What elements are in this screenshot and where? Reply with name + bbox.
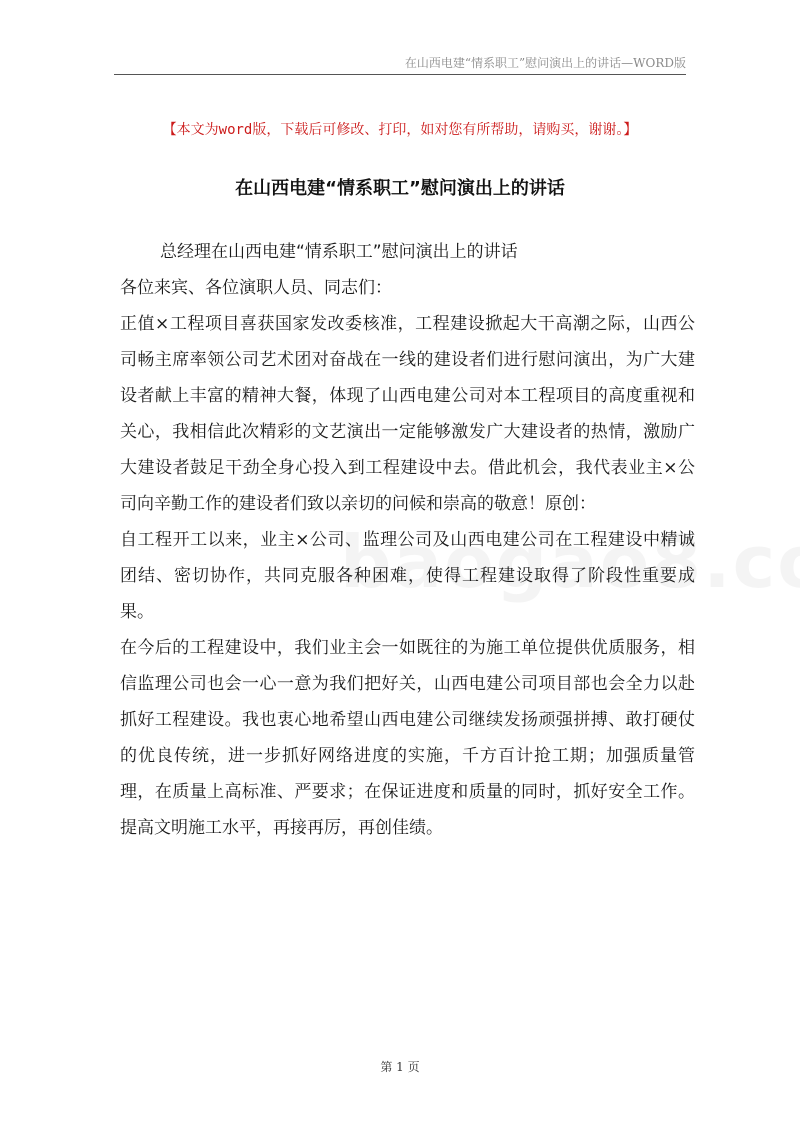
salutation-paragraph: 各位来宾、各位演职人员、同志们： (120, 278, 392, 298)
document-body (120, 234, 695, 846)
subtitle-paragraph: 总经理在山西电建“情系职工”慰问演出上的讲话 (160, 242, 518, 262)
body-paragraph: 在今后的工程建设中，我们业主会一如既往的为施工单位提供优质服务，相信监理公司也会一心一意为我们把好关，山西电建公司项目部也会全力以赴抓好工程建设。我也衷心地希望山西电建公司继续发扬顽强拼搏、敢打硬仗的优良传统，进一步抓好网络进度的实施，千方百计抢工期；加强质量管理，在质量上高标准、严要求；在保证进度和质量的同时，抓好安全工作。提高文明施工水平，再接再厉，再创佳绩。 (120, 638, 695, 838)
body-paragraph: 正值×工程项目喜获国家发改委核准，工程建设掀起大干高潮之际，山西公司畅主席率领公司艺术团对奋战在一线的建设者们进行慰问演出，为广大建设者献上丰富的精神大餐，体现了山西电建公司对本工程项目的高度重视和关心，我相信此次精彩的文艺演出一定能够激发广大建设者的热情，激励广大建设者鼓足干劲全身心投入到工程建设中去。借此机会，我代表业主×公司向辛勤工作的建设者们致以亲切的问候和崇高的敬意！原创： (120, 314, 695, 514)
body-paragraph: 自工程开工以来，业主×公司、监理公司及山西电建公司在工程建设中精诚团结、密切协作，共同克服各种困难，使得工程建设取得了阶段性重要成果。 (120, 530, 695, 622)
running-header: 在山西电建“情系职工”慰问演出上的讲话—WORD版 (404, 56, 686, 70)
header-divider (114, 74, 686, 75)
purchase-notice: 【本文为word版，下载后可修改、打印，如对您有所帮助，请购买，谢谢。】 (162, 122, 638, 138)
page-title: 在山西电建“情系职工”慰问演出上的讲话 (235, 178, 565, 199)
page-number: 第 1 页 (380, 1060, 420, 1074)
